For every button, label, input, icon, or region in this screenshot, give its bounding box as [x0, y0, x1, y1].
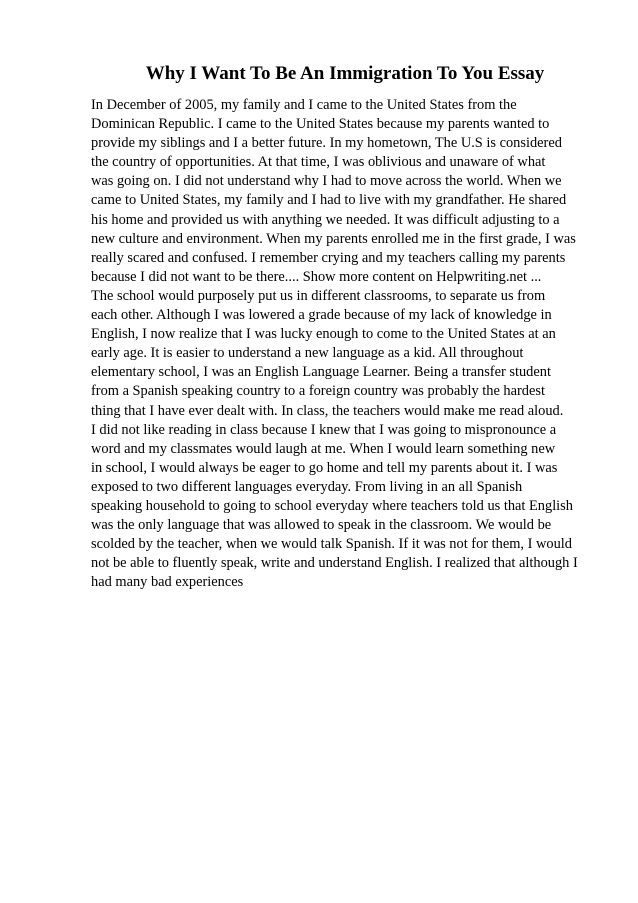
essay-line: from a Spanish speaking country to a foreign country was probably the hardest [91, 383, 545, 400]
essay-line: provide my siblings and I a better future. In my hometown, The U.S is considered [91, 135, 562, 152]
essay-line: In December of 2005, my family and I came to the United States from the [91, 97, 517, 113]
essay-line: came to United States, my family and I had to live with my grandfather. He shared [91, 192, 567, 209]
essay-line: I did not like reading in class because I knew that I was going to mispronounce a [91, 421, 557, 438]
essay-line: English, I now realize that I was lucky enough to come to the United States at an [91, 326, 556, 343]
essay-body [91, 96, 591, 592]
essay-line: word and my classmates would laugh at me. When I would learn something new [91, 440, 556, 457]
essay-line: scolded by the teacher, when we would talk Spanish. If it was not for them, I would [91, 536, 572, 553]
essay-title: Why I Want To Be An Immigration To You Essay [145, 63, 545, 84]
essay-line: new culture and environment. When my parents enrolled me in the first grade, I was [91, 230, 576, 247]
essay-line: the country of opportunities. At that time, I was oblivious and unaware of what [91, 154, 546, 171]
essay-line: really scared and confused. I remember crying and my teachers calling my parents [91, 249, 566, 266]
essay-line: was going on. I did not understand why I had to move across the world. When we [91, 173, 562, 190]
essay-line: because I did not want to be there.... Show more content on Helpwriting.net ... [91, 268, 542, 285]
essay-line: each other. Although I was lowered a grade because of my lack of knowledge in [91, 307, 552, 324]
essay-line: was the only language that was allowed to speak in the classroom. We would be [91, 517, 552, 534]
essay-line: elementary school, I was an English Language Learner. Being a transfer student [91, 364, 551, 381]
essay-line: The school would purposely put us in different classrooms, to separate us from [91, 287, 546, 304]
essay-line: speaking household to going to school everyday where teachers told us that English [91, 497, 573, 514]
essay-line: thing that I have ever dealt with. In class, the teachers would make me read aloud. [91, 402, 564, 419]
essay-line: Dominican Republic. I came to the United States because my parents wanted to [91, 116, 550, 133]
essay-line: in school, I would always be eager to go home and tell my parents about it. I was [91, 459, 558, 476]
essay-line: early age. It is easier to understand a new language as a kid. All throughout [91, 345, 524, 362]
essay-line: had many bad experiences [91, 574, 244, 591]
essay-line: exposed to two different languages everyday. From living in an all Spanish [91, 478, 523, 495]
essay-line: his home and provided us with anything we needed. It was difficult adjusting to a [91, 211, 560, 228]
essay-line: not be able to fluently speak, write and understand English. I realized that although I [91, 555, 578, 572]
